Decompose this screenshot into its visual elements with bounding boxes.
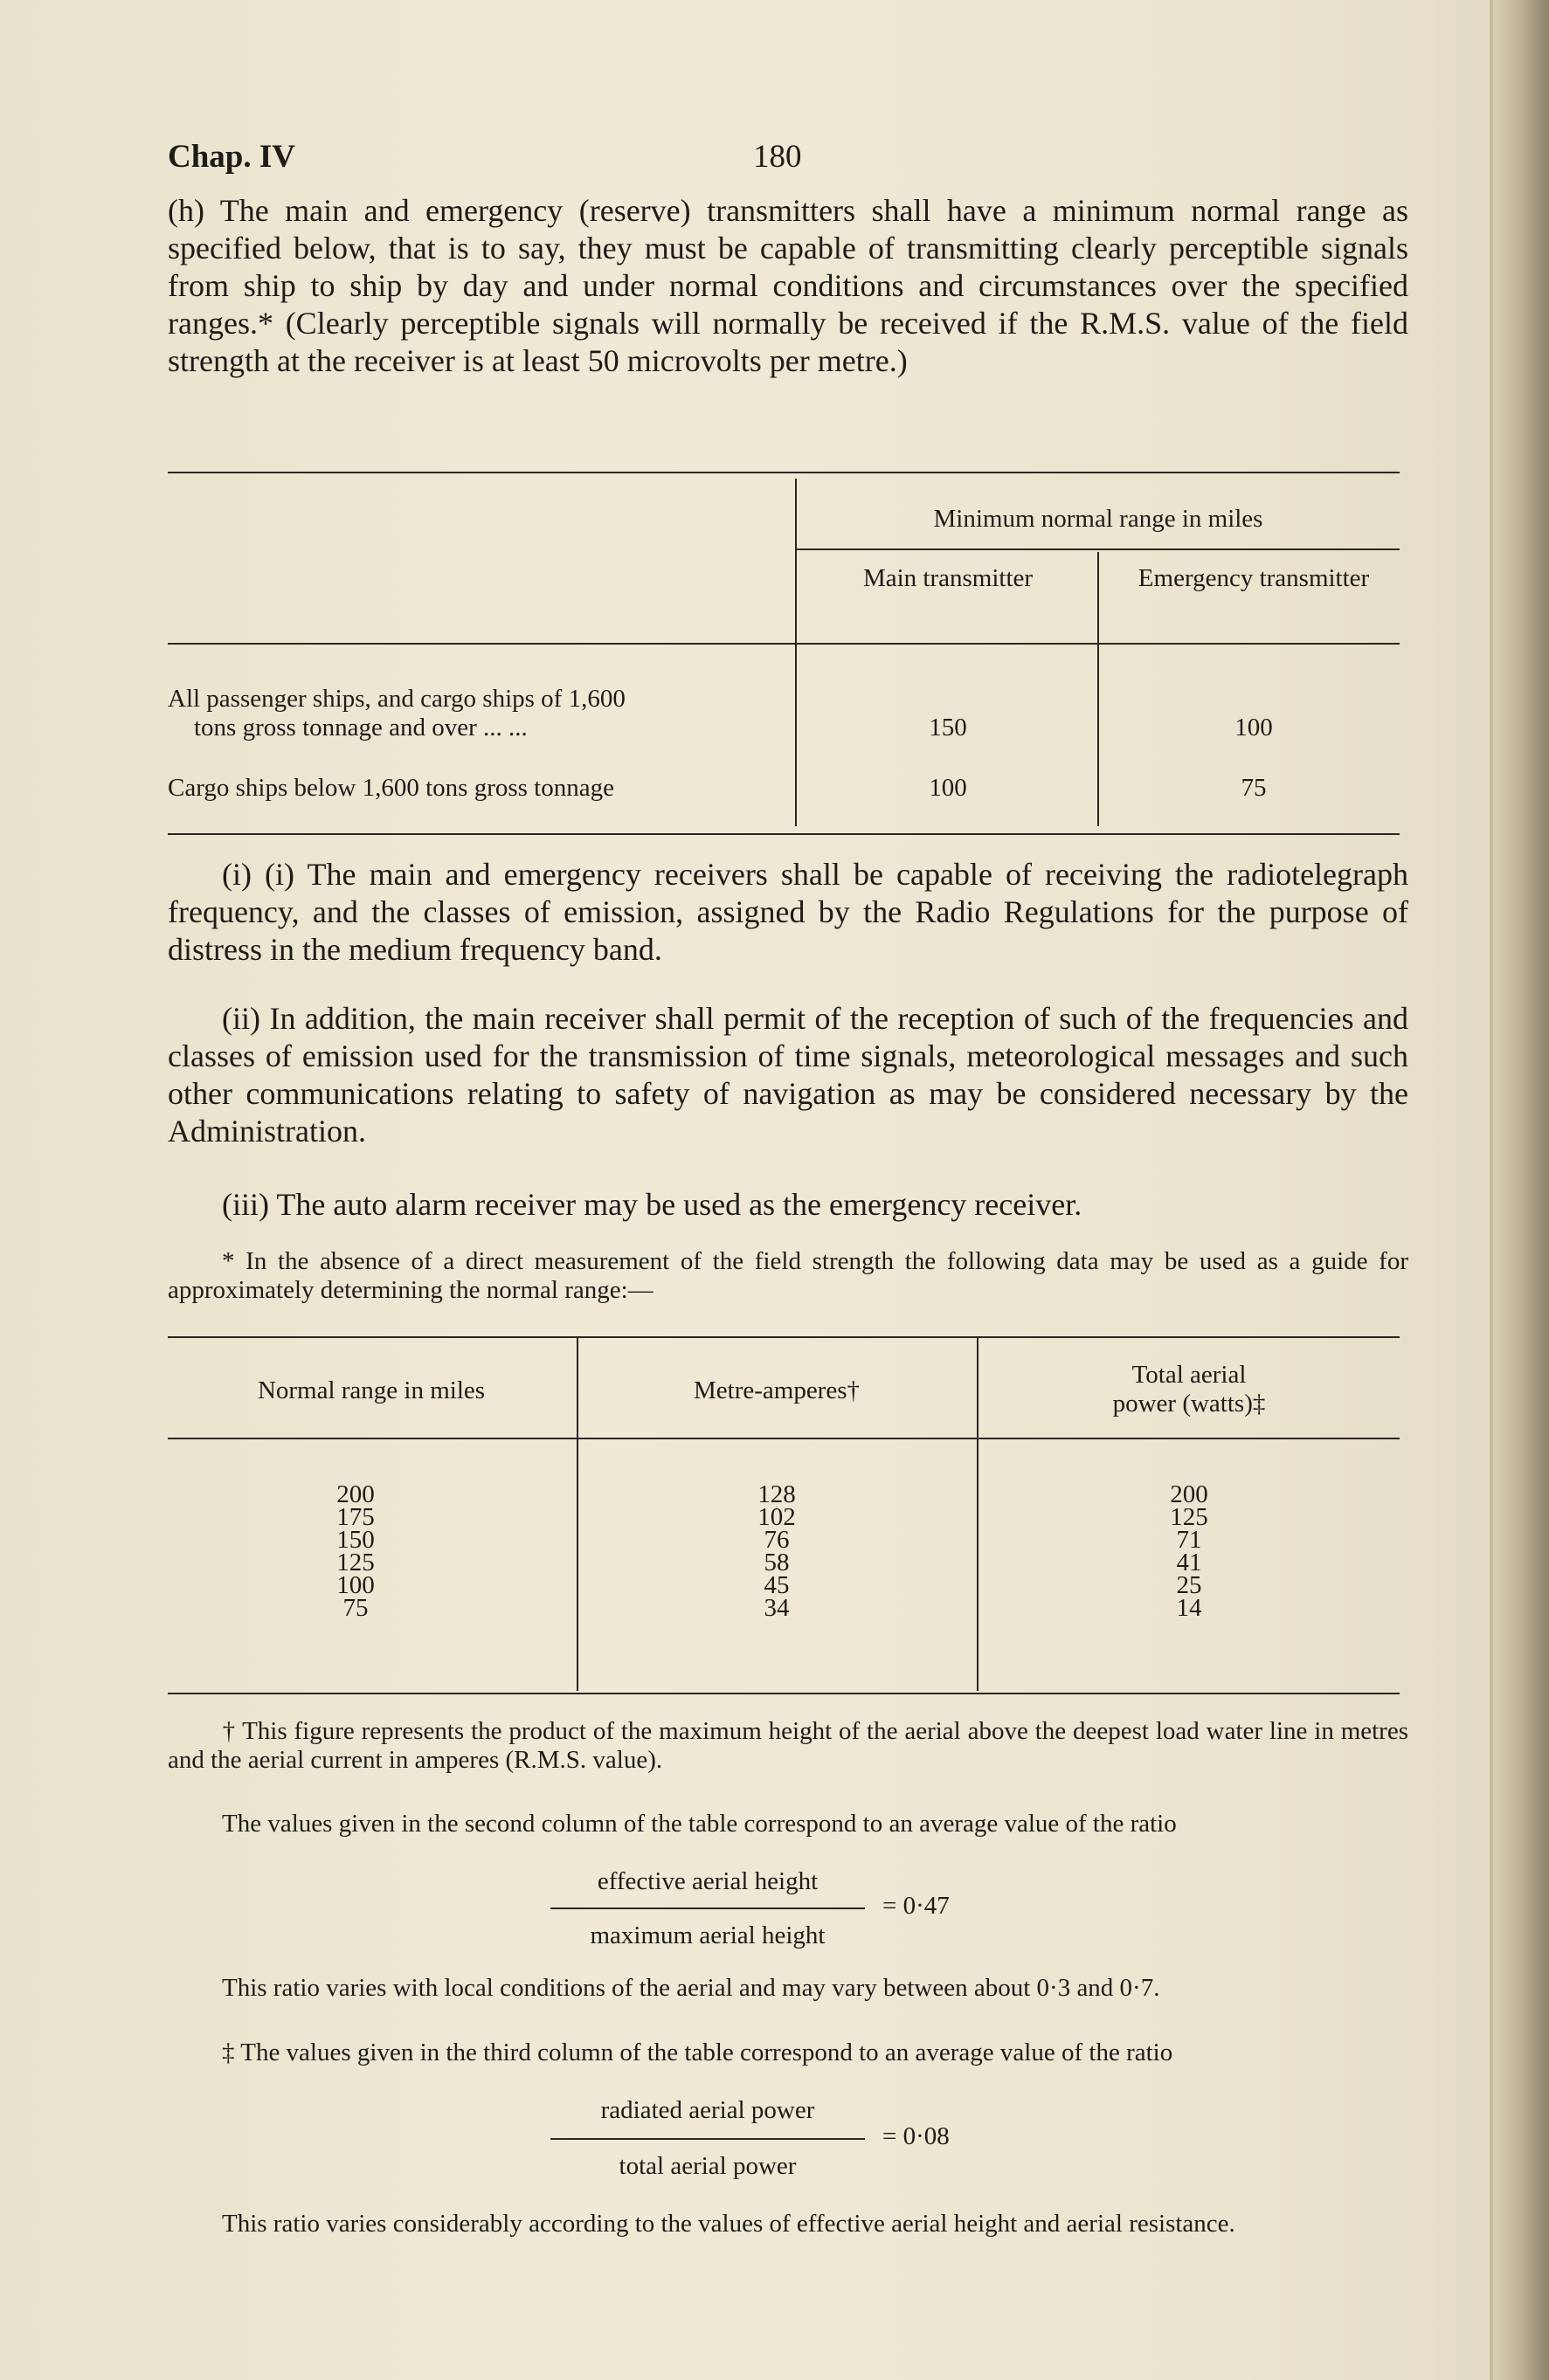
table1-row2-main: 100 — [929, 774, 967, 802]
paragraph-h: (h) The main and emergency (reserve) transmitters shall have a minimum normal range as specified below, that is to say, they must be capable of transmitting clearly perceptible signals from ship to ship by day and under normal conditions and circumstances over the specified ranges.* (Clearly perceptible signals will normally be received if the R.M.S. value of the field strength at the receiver is at least 50 microvolts per metre.) — [168, 193, 1408, 378]
footnote-double-dagger-text: ‡ The values given in the third column of the table correspond to an average value of the ratio — [222, 2039, 1173, 2066]
table2-metre-ampere-values — [578, 1480, 975, 1622]
footnote-star — [168, 1247, 1408, 1305]
table2-metre-ampere-cell: 76 — [764, 1526, 790, 1554]
note-ratio2-variation-text: This ratio varies considerably according to the values of effective aerial height and aerial resistance. — [222, 2210, 1235, 2238]
note-ratio1-variation — [168, 1974, 1408, 2003]
table2-range-cell: 75 — [342, 1594, 369, 1622]
table2-power-cell: 25 — [1176, 1571, 1202, 1599]
table2-power-cell: 200 — [1170, 1480, 1208, 1508]
table2-power-cell: 71 — [1176, 1526, 1202, 1554]
paragraph-i-2 — [168, 1000, 1408, 1150]
table1-row2-label: Cargo ships below 1,600 tons gross tonnage — [168, 774, 614, 802]
ratio1-fraction-bar — [550, 1907, 865, 1909]
table1-row1-label-line1: All passenger ships, and cargo ships of 1,600 — [168, 685, 626, 713]
book-spine — [1493, 0, 1549, 2380]
table1-row1-label-line2: tons gross tonnage and over ... ... — [194, 714, 528, 742]
ratio1-value: = 0·47 — [882, 1892, 950, 1920]
footnote-star-text: * In the absence of a direct measurement of the field strength the following data may be used as a guide for approximately determining the normal range:— — [168, 1247, 1408, 1304]
table2-header-rule — [168, 1438, 1400, 1439]
table2-power-values — [978, 1480, 1400, 1622]
table2-top-rule — [168, 1336, 1400, 1338]
table2-metre-ampere-cell: 102 — [757, 1503, 796, 1531]
paragraph-i-1 — [168, 856, 1408, 969]
table2-power-cell: 14 — [1176, 1594, 1202, 1622]
footnote-double-dagger — [168, 2039, 1408, 2067]
ratio2-fraction-bar — [550, 2138, 865, 2140]
table2-col-range: Normal range in miles — [257, 1376, 486, 1404]
table2-range-cell: 125 — [336, 1549, 375, 1576]
table1-row1-emergency: 100 — [1234, 714, 1273, 742]
table1-group-header: Minimum normal range in miles — [933, 505, 1263, 533]
table2-range-values — [168, 1480, 543, 1622]
ratio2-numerator: radiated aerial power — [600, 2096, 815, 2124]
table1-top-rule — [168, 472, 1400, 473]
table1-row1-main: 150 — [929, 714, 967, 742]
table1-col-divider-2 — [1097, 552, 1099, 826]
running-header — [168, 138, 1408, 190]
table2-bottom-rule — [168, 1693, 1400, 1694]
note-second-column — [168, 1810, 1408, 1838]
table2-range-cell: 175 — [336, 1503, 375, 1531]
table2-metre-ampere-cell: 58 — [764, 1549, 790, 1576]
table2-range-cell: 100 — [336, 1571, 375, 1599]
table2-metre-ampere-cell: 128 — [757, 1480, 796, 1508]
footnote-dagger-text: † This figure represents the product of the maximum height of the aerial above the deepest load water line in metres and the aerial current in amperes (R.M.S. value). — [168, 1717, 1408, 1774]
table1-col-emergency: Emergency transmitter — [1138, 564, 1370, 592]
ratio2-value: = 0·08 — [882, 2122, 950, 2150]
ratio2-denominator: total aerial power — [619, 2152, 797, 2180]
table2-power-cell: 41 — [1176, 1549, 1202, 1576]
table2-col-power-line2: power (watts)‡ — [1112, 1390, 1266, 1418]
table2-power-cell: 125 — [1170, 1503, 1208, 1531]
paragraph-i-3 — [168, 1186, 1408, 1224]
footnote-dagger — [168, 1717, 1408, 1775]
note-ratio1-variation-text: This ratio varies with local conditions of the aerial and may vary between about 0·3 and 0·7. — [222, 1974, 1160, 2002]
table2-metre-ampere-cell: 45 — [764, 1571, 790, 1599]
table2-range-cell: 200 — [336, 1480, 375, 1508]
table2-metre-ampere-cell: 34 — [764, 1594, 790, 1622]
note-second-column-text: The values given in the second column of the table correspond to an average value of the ratio — [222, 1810, 1177, 1838]
table2-col-metre-amperes: Metre-amperes† — [693, 1376, 860, 1404]
page-number: 180 — [753, 139, 802, 175]
chapter-label: Chap. IV — [168, 139, 295, 175]
ratio1-denominator: maximum aerial height — [590, 1921, 826, 1949]
ratio1-numerator: effective aerial height — [597, 1867, 819, 1895]
paragraph-i-2-text: (ii) In addition, the main receiver shall permit of the reception of such of the frequencies and classes of emission used for the transmission of time signals, meteorological messages and such other communications relating to safety of navigation as may be considered necessary by the Administration. — [168, 1001, 1408, 1149]
table1-sub-rule — [795, 548, 1400, 550]
note-ratio2-variation — [168, 2210, 1408, 2239]
table1-col-main: Main transmitter — [862, 564, 1034, 592]
paragraph-i-1-text: (i) (i) The main and emergency receivers shall be capable of receiving the radiotelegraph frequency, and the classes of emission, assigned by the Radio Regulations for the purpose of distress in the medium frequency band. — [168, 857, 1408, 967]
table2-col-power-line1: Total aerial — [1131, 1361, 1247, 1389]
table1-header-rule — [168, 643, 1400, 645]
table2-range-cell: 150 — [336, 1526, 375, 1554]
paragraph-i-3-text: (iii) The auto alarm receiver may be used as the emergency receiver. — [222, 1187, 1082, 1222]
table1-bottom-rule — [168, 833, 1400, 835]
table1-row2-emergency: 75 — [1241, 774, 1267, 802]
